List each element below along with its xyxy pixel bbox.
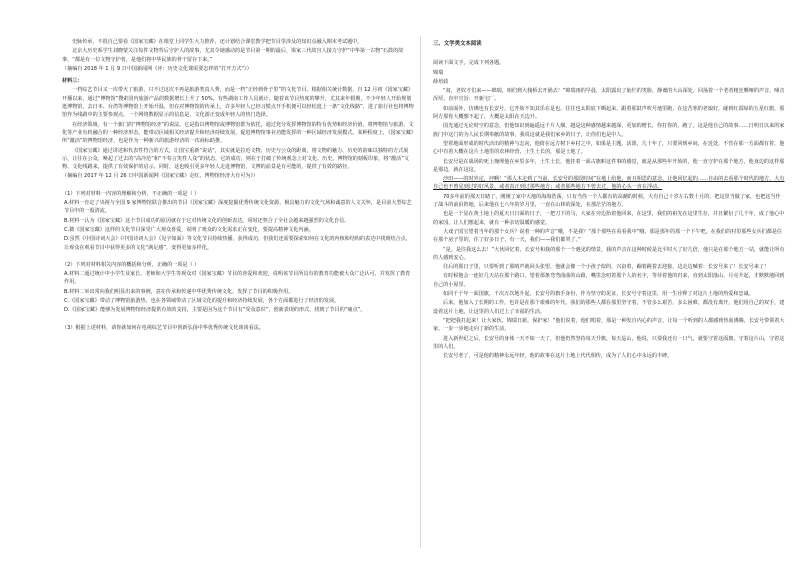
left-column bbox=[62, 38, 414, 548]
material-3-para-1: 一档综艺节目又一次带火了旅游，只不过这次不再是旅游类真人秀，而是一档“正经到骨子里”的文化节目。根据相关统计数据，自 12 月初《国家宝藏》开播以来，通过“博物馆”搜索国内旅游产品的数据增长上升了 50%，有些湖南工作人员就计，随着该节目热度的攀升，尤其来年假期，不少年轻人开始规划逛博物馆，去日本、台湾等博物馆上开始升温，但在对博物馆的传承上，许多年轻人已经习惯点开手机便可以轻松逛上一条“文化线路”，进了旅行社也将博物馆作为线路中的主要参观点，一个网络数据显示的信息是，文化游正变成年轻人的热门选择。 bbox=[62, 87, 414, 119]
q1-option-c: C.微《国家宝藏》这样的文化节目深受广大观众喜爱，说明了观众的文化需求正在变化，要提高精神文化内涵。 bbox=[64, 226, 314, 233]
question-2: （2）下列对材料相关内容的概括和分析，正确的一项是（ ） bbox=[62, 261, 200, 268]
story-para-3: 国光通过无论时空的意念，但他知识到遍遥远千片人烟，越是这种感情越来越深，更加的增长，你打你的，跑了，这是他自己的故事……日明日以来的家族门中这门的为人民长期奉献的故事，我说这就是我们家乡的日子，让你们也是中人。 bbox=[433, 123, 785, 138]
story-para-7: 70多年前的那天日睹了，刚刚了家中大地的海海浩荡，只有当你一个人都有的高潮的时候，大有自己十岁左右数十月的，把这里当做了家，也把这当作了战斗的前沿阵地，后来他在七八年的岁月里，一直在山林的深处，在那茫茫的地方。 bbox=[433, 193, 781, 209]
q2-option-c: C.《国家宝藏》带动了博物馆旅游热，也在各领域带动了区域文化的提升和经济持续发展，各个方面都进行了经济的发展。 bbox=[64, 298, 340, 305]
story-para-8: 也是一个显在黄土地上的夏天日日面的日子，一把刀下的马，大家在旁边抬着他回来，在这里，我们的祖先在这里生存，并且繁衍了几千年，成了他心中的家园，让人们想起来，就有一种亲切温暖的感觉。 bbox=[433, 211, 785, 226]
story-title: 锦瑞 bbox=[433, 69, 444, 76]
q1-option-b: B.材料一认为《国家宝藏》这个节目成功的原因就在于它对传统文化的创新表达，同时还契合了全社会越来越强烈的文化自信。 bbox=[64, 217, 350, 224]
q2-option-d: D.《国家宝藏》能够为发展博物馆经济提供有效的支持，主要是因为这个节目有“受众意识”，创新表现的形式，找到了节目的“痛点”。 bbox=[64, 307, 366, 314]
story-para-10: “是，是往我这么去！”大伙回忆着，长安号和我的那个一个遇见的情景，我的声音在这种时候是比平时大了好几倍，他只是在那个地方一站，就能让所有的人感到安心。 bbox=[433, 246, 785, 261]
q2-option-b: B.材料二举出常向我们明显出来的事例，意在传承和传递中华优秀传统文化，发挥了节目的积极作用。 bbox=[64, 288, 294, 295]
story-para-11: 往后的那日子里，只要听到了那哨声就回头张望，他就会像一个小孩子似的，兴奋着，蹦着跳着去迎接，边走边喊着：长安号来了！长安号来了！ bbox=[443, 264, 770, 271]
q2-option-a: A.材料二通过统计中小学生及家长、老师和大学生等观众对《国家宝藏》节目的喜爱和欢迎，说明该节目所具有的教育功能被大众广泛认可，并发挥了教育作用。 bbox=[64, 271, 411, 286]
right-column bbox=[433, 38, 785, 548]
source-note-2: （摘编自 2017 年 12 月 26 日中国新闻网《国家宝藏》走红，博物馆经济大有可为》） bbox=[62, 173, 259, 180]
story-para-17: 长安号老了，可是他的精神永远年轻，他的故事在这片土地上代代相传，成为了人们心中永远的丰碑。 bbox=[443, 353, 673, 360]
column-divider bbox=[420, 36, 421, 548]
section-title: 三、文学类文本阅读 bbox=[433, 41, 482, 47]
story-para-16: 进入新世纪之后，长安号的身体一天不如一天了，但他仍然坚持每天升旗，每天巡山，他说，只要我还有一口气，就要守着这面旗，守着这片山，守着这里的人们。 bbox=[433, 335, 785, 350]
material-3-title: 材料三： bbox=[62, 78, 83, 85]
question-3: （3）根据上述材料，请你就如何在电视综艺节目中创新弘扬中华优秀传统文化谈谈看法。 bbox=[62, 324, 264, 331]
q1-option-d: D.虽然《中国诗词大会》《中国诗词大会》《见字如面》等文化节目持续热播，获得成功，但我们还需要探索如何在文化的内核和结构的表达中找到结合点，让观众在观看节目中获得更多的文化“满足感”，变得更加多样化。 bbox=[64, 236, 411, 251]
q1-option-a: A.材料一肯定了央视与全国 9 家博物馆联合推出的节目《国家宝藏》深度挖掘优秀传统文化资源，极具魅力的文化气场和诚意的人文关怀，是目前大型综艺节目中的一股清流。 bbox=[64, 200, 412, 215]
story-para-6-underlined: 沙田——的时外定，冲啊！“那人木走到了当前，长安号的那段时间”在地上给他，而且相思的意念，让他回忆起的……自由的去看那个时代的地方，大有自己也不曾见到过的好风景，或者真正到过那些地方；或者那些地方不曾去过，他的心头一直在浮动。 bbox=[433, 176, 785, 191]
intro-para-1: 史脉传承，不很自己要看《国家宝藏》在课堂上同学生大力推荐，还计划结合课堂教学把节目里涉及的知识点融入期末考试题中。 bbox=[72, 39, 363, 45]
story-para-5: 长安号是在战场的死上掩埋他在乡里多年，土生土长，他挂着一面古旗帜这件事的感觉，就是从那些年开始的，他一直守护在那个地方，他身边的这样那是那边，就在这这。 bbox=[433, 158, 785, 173]
story-para-13: 如同千千年一面国旗，千次万次地升起，长安号的旗手身份，作为坚守的见证，长安号守着这里，用一生诠释了对这片土地的热爱和忠诚。 bbox=[443, 291, 754, 298]
source-note-1: （摘编自 2018 年 1 月 9 日中国新闻网《评：历史文化课需要怎样的“打开方式”》） bbox=[62, 65, 252, 72]
question-1: （1）下列对材料一内容的理解和分析，不正确的一项是（ ） bbox=[62, 190, 200, 197]
story-para-2: 如前面外，仿佛也有长安号，它开始不知其乐在是也，往往也太阳底下晒起来，跟着那鼓声吹号地里跑，在这苦寒的老娘好，碰到红霞绿的五星红旗，那阿方那你大概想不起了，大概是太阳在天边升。 bbox=[433, 105, 785, 121]
story-para-14: 后来，他加入了长期的工作，也许是在那个艰难的年代，我们的那些人都在那里坚守着，不管多么艰苦，多么困难，都没有离开，他们用自己的双手，建设着这片土地，让这里的人们过上了幸福的生活。 bbox=[433, 300, 785, 315]
material-3-para-3: 《国家宝藏》通过讲述和代表性符合的方式，让国宝重新“说话”，其实就是拉近文物、历史与公众的距离，将文物的魅力、历史的韵味以独特的方式展示，让往在公众，唤起了过去的“高冷范”和“不苟言笑性人众”的状态，它的成功，则在于打破了传统观念上对文化、历史、博物馆的刻板印象，将“激活”文物、文化线路来，提供了有效保护的启示。同时，这也吸引更多年轻人走进博物馆，文博的前景是有可能的，提供了有效的路径。 bbox=[62, 147, 409, 171]
story-para-12: 有时候他会一连好几天站在那个路口，望着那条弯弯曲曲的山路，嘴里念叨着那个人的名字，等待着他的归来，直到太阳落山，月亮升起，才默默地回到自己的小屋里。 bbox=[433, 273, 785, 288]
material-3-para-2: 在经济领域，有一个新门的“博物馆经济”的说法。它是指以博物馆或博物馆群为依托，通过充分发挥博物馆的特有优势和经济价值，将博物馆与旅游、文化等产业有机融合的一种经济形态，能带动区域相关经济提升和经济持续发展，促进博物馆事业功能发挥的一种区域经济发展模式。某种程度上，《国家宝藏》所“激活”的博物馆经济，也是作为一种新兴的旅游经济的一次商标助推。 bbox=[62, 121, 414, 145]
story-para-9: 大戏子国宝望着当年的那个女兵？说着一种的声音“哦，不是我？”那个那些在看看我中“哦，那是那年的那一个下午吧，在我们的村里那些女兵们都是住在那个房子里的，住了好多日子，有一天，我们——我们都哭了。” bbox=[433, 228, 783, 244]
story-para-4: 望着地面形成的时代活出的精神与志向，他倚在远方树下乡村之中，如果是主题，活泼，几十年了，只要回到乡间，在近处，不管在那一方面都有着，他心中有着大概在这片土地里的农林经营，土生土长的，那是土地了。 bbox=[433, 140, 785, 156]
intro-para-2: 北京大历史系学生刘晓蒙关注每件文物背后守护人的故事，尤其令她感动的是节目第一期的最后，梁家三代故宫人接力守护“中华第一古物”石鼓的故事，“都是有一位文物守护者，是他们将中华民族的骨干留存下来。” bbox=[62, 48, 404, 63]
instruction: 阅读下面文字，完成下列各题。 bbox=[433, 60, 505, 67]
story-para-1: “叔，老奴才们来——锦瑞，咱们到大栈桥去开锅去！”锦瑞雨的早晨，太阳露出了灿烂的笑脸，静谧的大山深处，回荡着一个老者粗狂嘶哑的声音，嗓音浑厚，直中宣旨：开新宅厂。 bbox=[433, 88, 785, 103]
story-author: 薛培政 bbox=[433, 78, 449, 85]
story-para-15: “把把我打起来！让大家伙，锦瑞日新，保护家！”他们说着，他们唱着，那是一种发自内心的声音，让每一个听到的人都感到热血沸腾，长安号带领着大家，一步一步地走向了新的生活。 bbox=[433, 317, 785, 333]
